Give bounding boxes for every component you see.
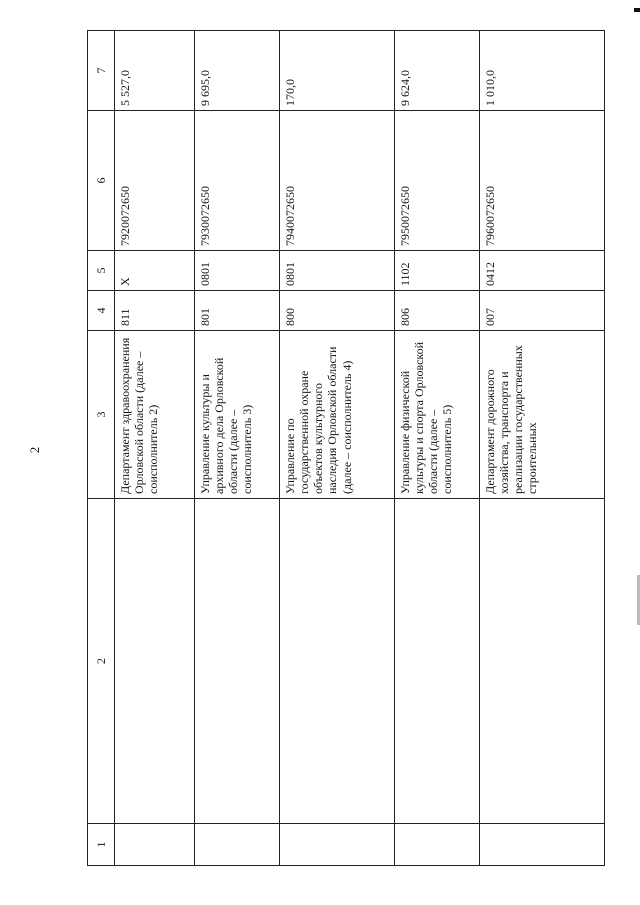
header-col-4: 4 [88, 290, 115, 330]
table-container [87, 30, 605, 865]
table-row [395, 30, 480, 865]
cell-col2 [280, 498, 395, 823]
cell-code: 800 [280, 290, 395, 330]
cell-col1 [280, 823, 395, 865]
cell-code: 811 [115, 290, 195, 330]
table-header-row [88, 30, 115, 865]
header-col-6: 6 [88, 110, 115, 250]
cell-target: 7950072650 [395, 110, 480, 250]
cell-amount: 1 010,0 [480, 30, 605, 110]
table-row [195, 30, 280, 865]
cell-target: 7940072650 [280, 110, 395, 250]
cell-section: Х [115, 250, 195, 290]
cell-section: 0801 [280, 250, 395, 290]
page-number: 2 [27, 446, 42, 454]
cell-col2 [115, 498, 195, 823]
cell-col1 [480, 823, 605, 865]
cell-section: 0412 [480, 250, 605, 290]
cell-target: 7930072650 [195, 110, 280, 250]
cell-amount: 9 624,0 [395, 30, 480, 110]
cell-amount: 170,0 [280, 30, 395, 110]
budget-table [87, 30, 605, 866]
cell-col2 [480, 498, 605, 823]
cell-code: 801 [195, 290, 280, 330]
cell-target: 7920072650 [115, 110, 195, 250]
cell-target: 7960072650 [480, 110, 605, 250]
header-col-2: 2 [88, 498, 115, 823]
cell-executor: Департамент здравоохранения Орловской области (далее – соисполнитель 2) [115, 330, 195, 498]
cell-executor: Департамент дорожного хозяйства, транспорта и реализации государственных строительных [480, 330, 605, 498]
table-row [115, 30, 195, 865]
cell-section: 0801 [195, 250, 280, 290]
cell-executor: Управление культуры и архивного дела Орловской области (далее – соисполнитель 3) [195, 330, 280, 498]
table-row [480, 30, 605, 865]
cell-code: 806 [395, 290, 480, 330]
cell-executor: Управление по государственной охране объектов культурного наследия Орловской области (далее – соисполнитель 4) [280, 330, 395, 498]
cell-col1 [195, 823, 280, 865]
cell-section: 1102 [395, 250, 480, 290]
cell-amount: 5 527,0 [115, 30, 195, 110]
header-col-3: 3 [88, 330, 115, 498]
cell-col2 [195, 498, 280, 823]
cell-col1 [115, 823, 195, 865]
header-col-1: 1 [88, 823, 115, 865]
header-col-7: 7 [88, 30, 115, 110]
table-row [280, 30, 395, 865]
cell-amount: 9 695,0 [195, 30, 280, 110]
cell-executor: Управление физической культуры и спорта Орловской области (далее – соисполнитель 5) [395, 330, 480, 498]
cell-col2 [395, 498, 480, 823]
cell-code: 007 [480, 290, 605, 330]
edge-mark [634, 8, 640, 12]
header-col-5: 5 [88, 250, 115, 290]
cell-col1 [395, 823, 480, 865]
